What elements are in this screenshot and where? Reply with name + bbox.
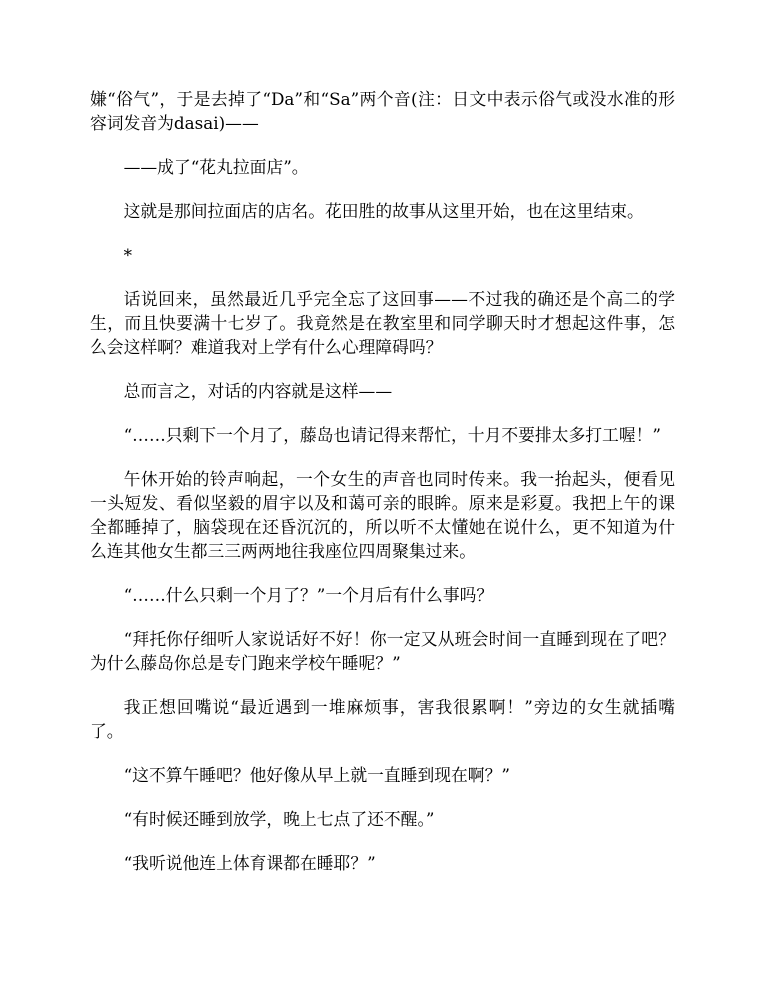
paragraph-2: ——成了“花丸拉面店”。 xyxy=(123,157,309,177)
paragraph-11: 我正想回嘴说“最近遇到一堆麻烦事，害我很累啊！”旁边的女生就插嘴了。 xyxy=(90,697,675,741)
paragraph-14: “我听说他连上体育课都在睡耶？” xyxy=(123,853,376,873)
paragraph-8: 午休开始的铃声响起，一个女生的声音也同时传来。我一抬起头，便看见一头短发、看似坚毅的眉宇以及和蔼可亲的眼眸。原来是彩夏。我把上午的课全都睡掉了，脑袋现在还昏沉沉的，所以听不太懂她在说什么，更不知道为什么连其他女生都三三两两地往我座位四周聚集过来。 xyxy=(90,469,675,561)
section-divider: * xyxy=(123,245,132,265)
paragraph-10: “拜托你仔细听人家说话好不好！你一定又从班会时间一直睡到现在了吧？为什么藤岛你总是专门跑来学校午睡呢？” xyxy=(90,629,675,673)
paragraph-9: “……什么只剩一个月了？”一个月后有什么事吗？ xyxy=(123,585,494,605)
paragraph-12: “这不算午睡吧？他好像从早上就一直睡到现在啊？” xyxy=(123,765,510,785)
paragraph-5: 话说回来，虽然最近几乎完全忘了这回事——不过我的确还是个高二的学生，而且快要满十七岁了。我竟然是在教室里和同学聊天时才想起这件事，怎么会这样啊？难道我对上学有什么心理障碍吗？ xyxy=(90,289,675,357)
paragraph-6: 总而言之，对话的内容就是这样—— xyxy=(123,381,393,401)
document-page xyxy=(90,87,675,895)
paragraph-13: “有时候还睡到放学，晚上七点了还不醒。” xyxy=(123,809,435,829)
paragraph-3: 这就是那间拉面店的店名。花田胜的故事从这里开始，也在这里结束。 xyxy=(123,201,644,221)
paragraph-7: “……只剩下一个月了，藤岛也请记得来帮忙，十月不要排太多打工喔！” xyxy=(123,425,661,445)
paragraph-1: 嫌“俗气”，于是去掉了“Da”和“Sa”两个音(注：日文中表示俗气或没水准的形容词发音为dasai)—— xyxy=(90,89,675,133)
